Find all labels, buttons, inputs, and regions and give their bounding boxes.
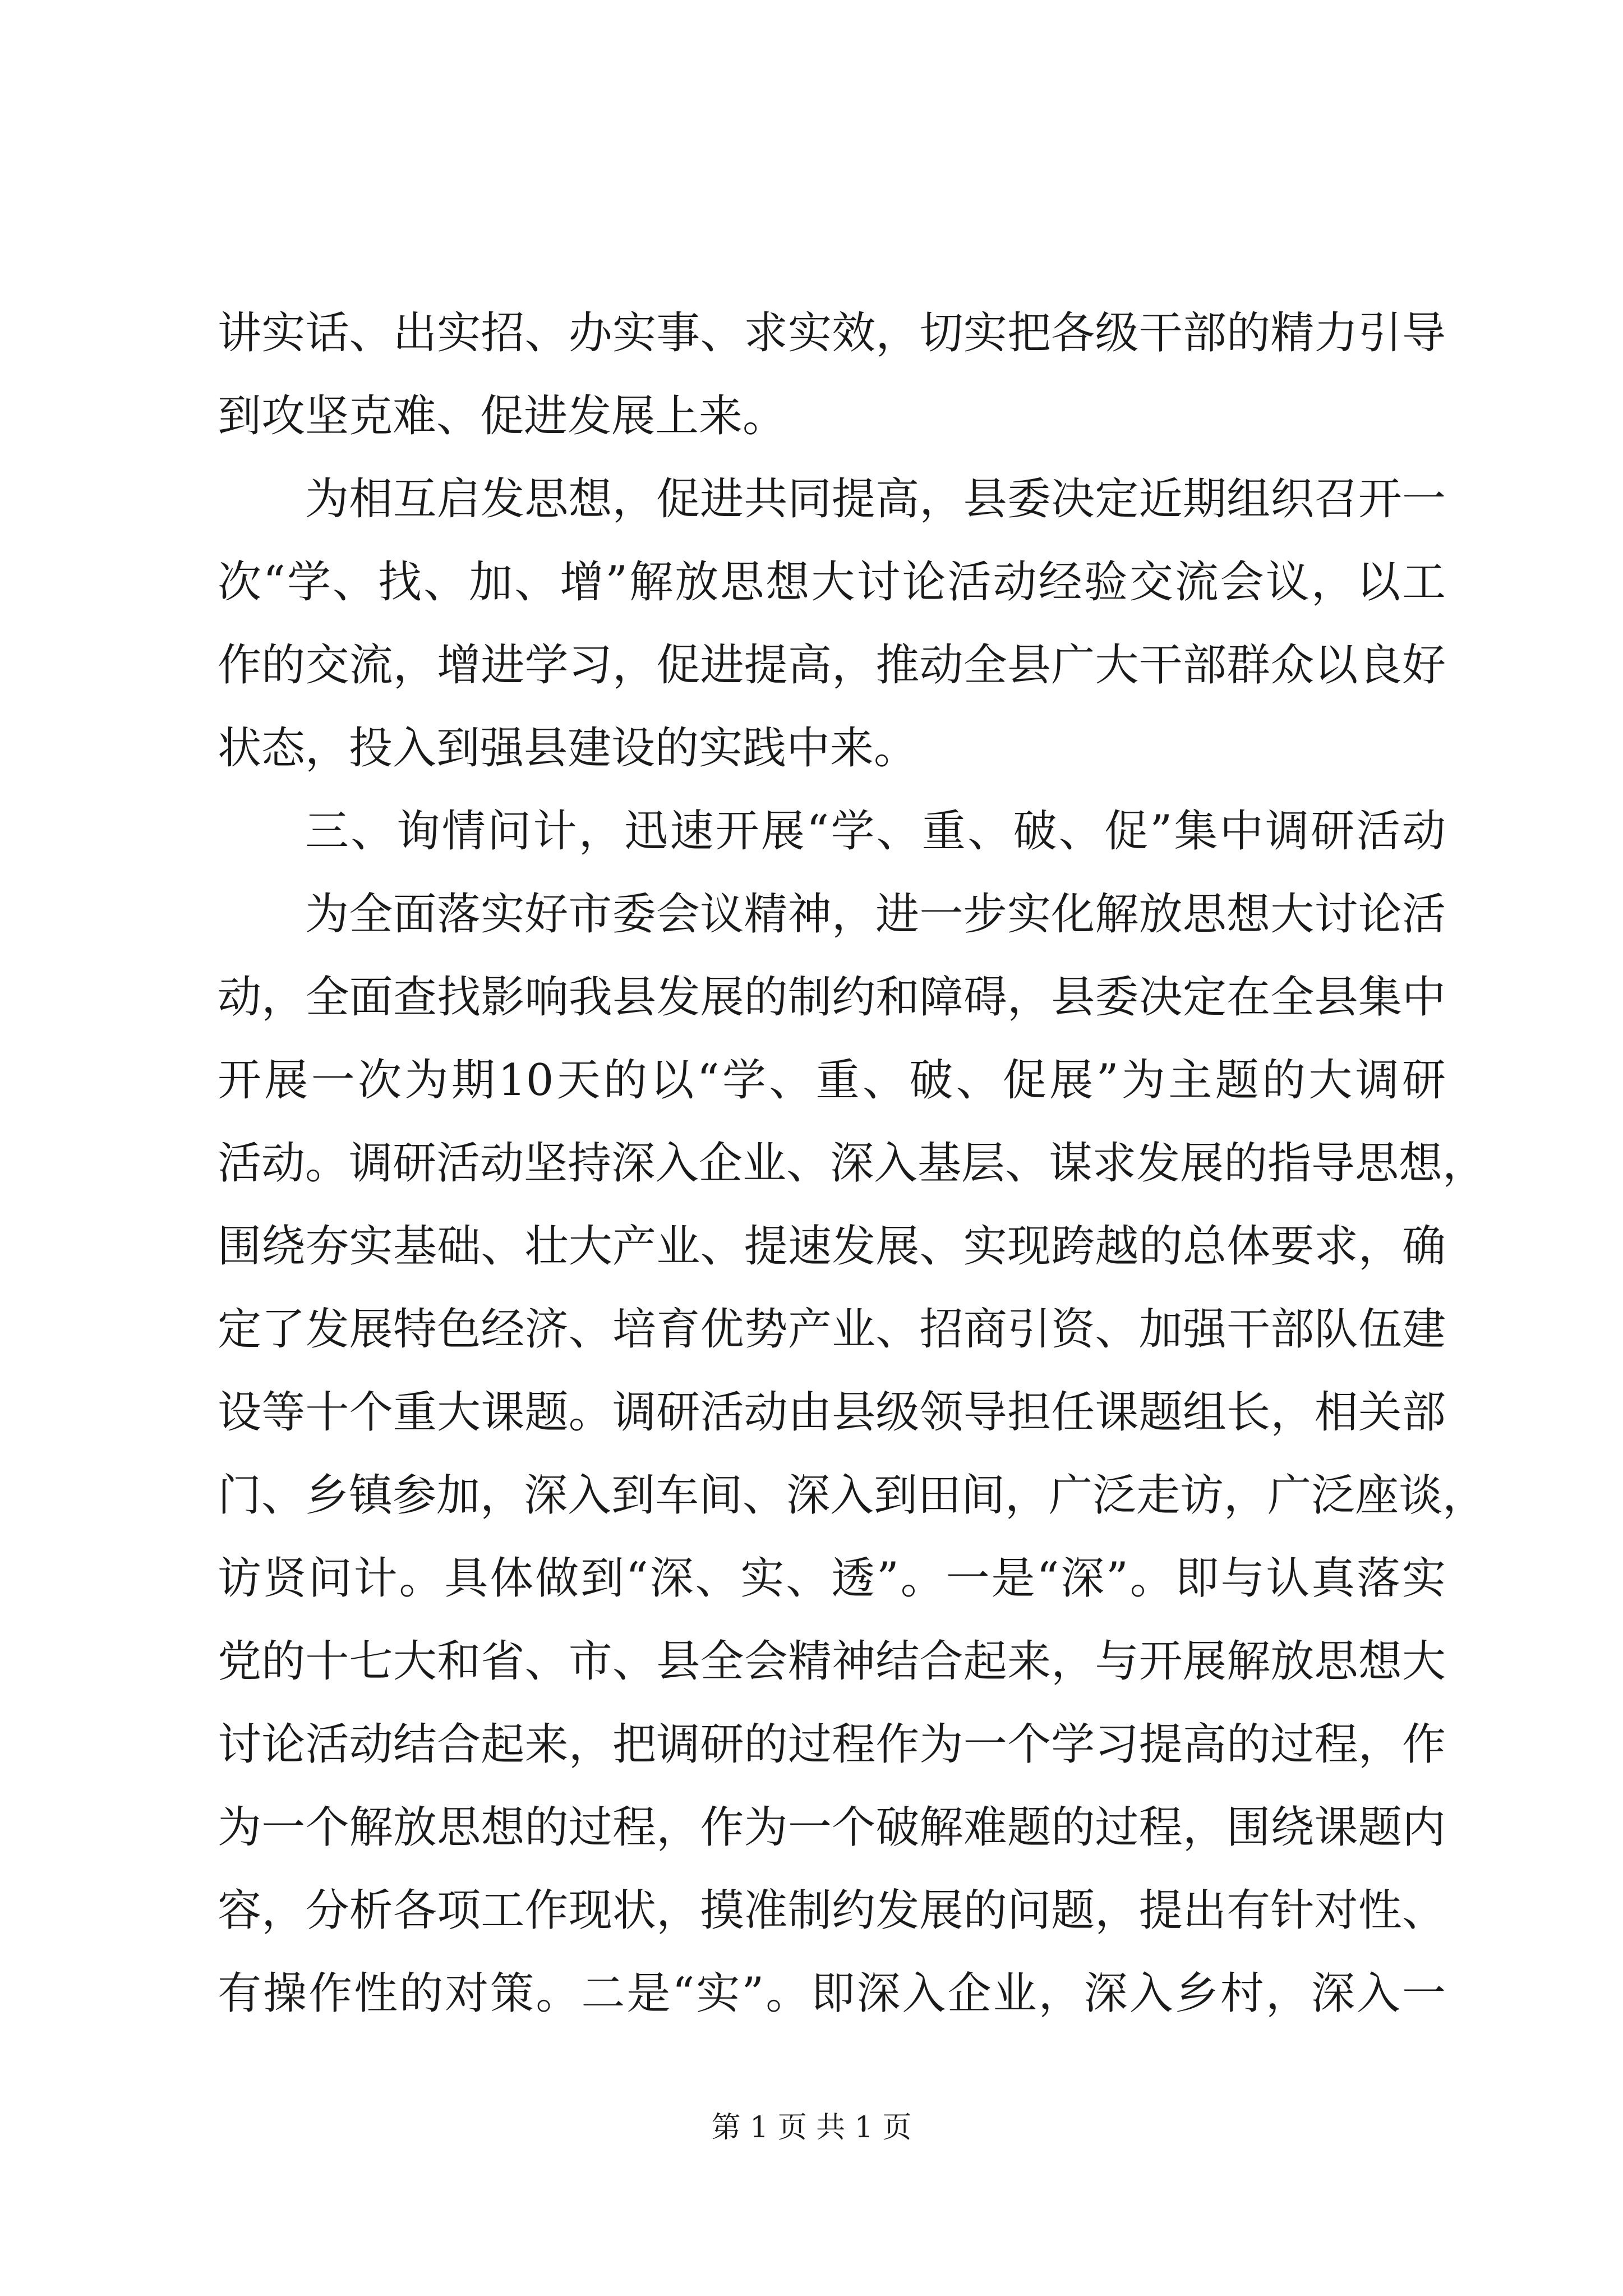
text-line: 动，全面查找影响我县发展的制约和障碍，县委决定在全县集中 [218,972,1446,1023]
text-line: 讨论活动结合起来，把调研的过程作为一个学习提高的过程，作 [218,1719,1446,1770]
text-line: 开展一次为期10天的以“学、重、破、促展”为主题的大调研 [218,1055,1446,1106]
text-line: 为相互启发思想，促进共同提高，县委决定近期组织召开一 [305,474,1446,524]
text-line: 为一个解放思想的过程，作为一个破解难题的过程，围绕课题内 [218,1802,1446,1853]
text-line: 次“学、找、加、增”解放思想大讨论活动经验交流会议，以工 [218,557,1446,608]
text-line: 三、询情问计，迅速开展“学、重、破、促”集中调研活动 [305,806,1446,857]
text-line: 到攻坚克难、促进发展上来。 [218,391,787,441]
text-line: 设等十个重大课题。调研活动由县级领导担任课题组长，相关部 [218,1387,1446,1438]
text-line: 作的交流，增进学习，促进提高，推动全县广大干部群众以良好 [218,640,1446,691]
page-footer: 第 1 页 共 1 页 [711,2111,912,2145]
text-line: 访贤问计。具体做到“深、实、透”。一是“深”。即与认真落实 [218,1553,1446,1604]
text-line: 讲实话、出实招、办实事、求实效，切实把各级干部的精力引导 [218,308,1446,358]
text-line: 容，分析各项工作现状，摸准制约发展的问题，提出有针对性、 [218,1885,1446,1936]
text-line: 定了发展特色经济、培育优势产业、招商引资、加强干部队伍建 [218,1304,1446,1355]
text-line: 围绕夯实基础、壮大产业、提速发展、实现跨越的总体要求，确 [218,1221,1446,1272]
text-line: 门、乡镇参加，深入到车间、深入到田间，广泛走访，广泛座谈， [218,1470,1487,1521]
text-line: 状态，投入到强县建设的实践中来。 [218,723,918,774]
text-line: 有操作性的对策。二是“实”。即深入企业，深入乡村，深入一 [218,1968,1446,2019]
document-body [218,292,1487,2035]
text-line: 活动。调研活动坚持深入企业、深入基层、谋求发展的指导思想， [218,1138,1487,1189]
text-line: 党的十七大和省、市、县全会精神结合起来，与开展解放思想大 [218,1636,1446,1687]
text-line: 为全面落实好市委会议精神，进一步实化解放思想大讨论活 [305,889,1446,940]
